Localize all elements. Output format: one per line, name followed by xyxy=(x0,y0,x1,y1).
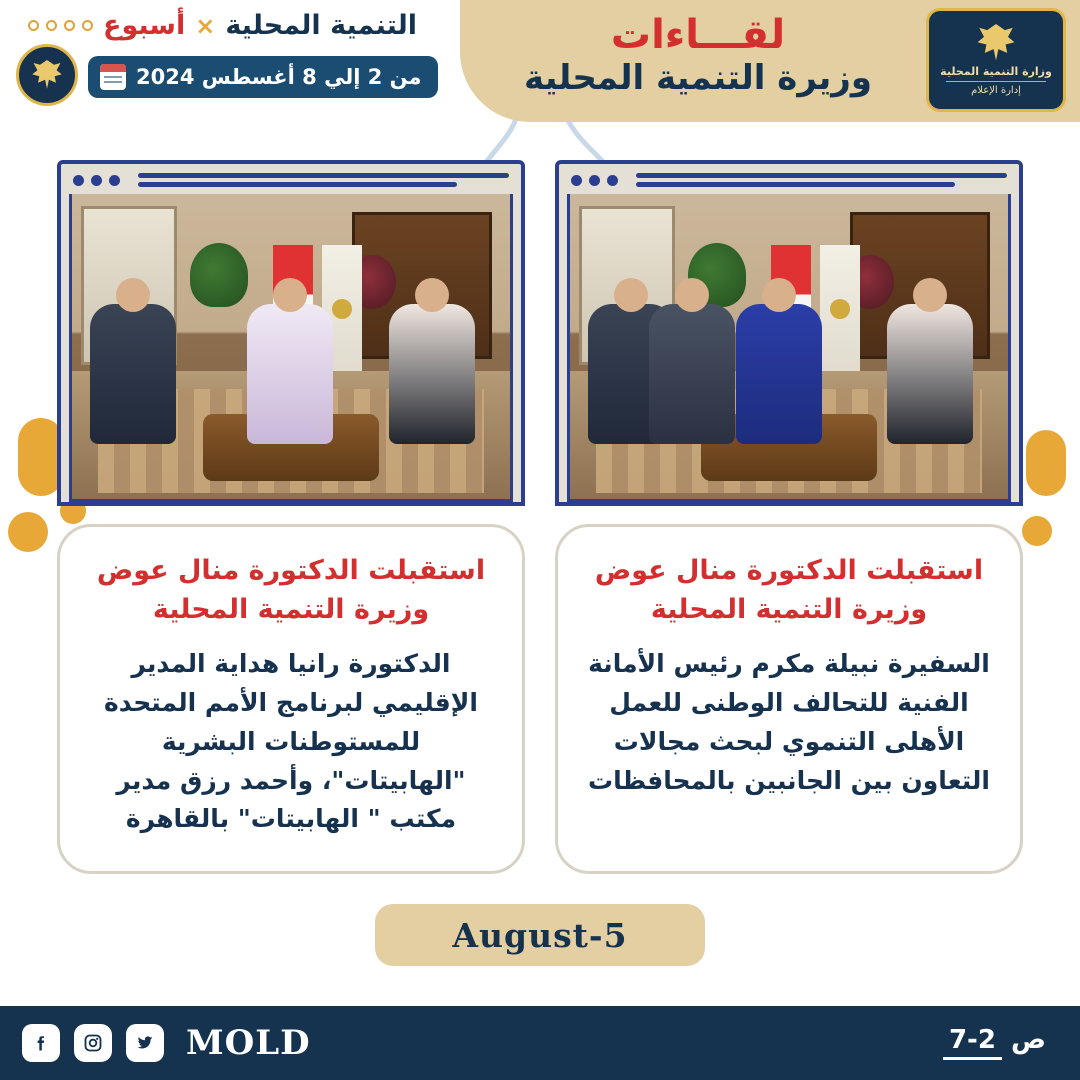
card-body: الدكتورة رانيا هداية المدير الإقليمي لبرنامج الأمم المتحدة للمستوطنات البشرية "الهابيتات"، وأحمد رزق مدير مكتب " الهابيتات" بالقاهرة xyxy=(104,649,478,834)
page-label: ص xyxy=(1011,1025,1046,1056)
date-range-badge xyxy=(88,56,438,98)
card-textbox xyxy=(57,524,525,874)
brand-name: MOLD xyxy=(186,1023,311,1063)
topline-text-primary: التنمية المحلية xyxy=(225,10,418,41)
page-footer xyxy=(0,1006,1080,1080)
facebook-icon[interactable] xyxy=(22,1024,60,1062)
news-card xyxy=(57,160,525,874)
decorative-dots xyxy=(28,20,93,31)
topline-text-secondary: أسبوع xyxy=(103,10,186,41)
date-banner xyxy=(375,904,705,966)
card-textbox xyxy=(555,524,1023,874)
twitter-icon[interactable] xyxy=(126,1024,164,1062)
logo-divider xyxy=(946,81,1047,82)
logo-department-name: إدارة الإعلام xyxy=(971,85,1021,96)
instagram-icon[interactable] xyxy=(74,1024,112,1062)
card-title: استقبلت الدكتورة منال عوض وزيرة التنمية المحلية xyxy=(594,555,984,626)
card-body: السفيرة نبيلة مكرم رئيس الأمانة الفنية للتحالف الوطنى للعمل الأهلى التنموي لبحث مجالات التعاون بين الجانبين بالمحافظات xyxy=(588,649,990,795)
browser-addressbar xyxy=(138,173,509,187)
calendar-icon xyxy=(100,64,126,90)
topline-separator: × xyxy=(195,11,216,40)
meeting-photo xyxy=(567,194,1011,502)
browser-dots-icon xyxy=(571,175,618,186)
eagle-emblem-icon xyxy=(976,24,1016,62)
date-banner-text: 5-August xyxy=(452,915,628,955)
ministry-logo-badge xyxy=(926,8,1066,112)
browser-frame xyxy=(555,160,1023,506)
page-number-value: 7-2 xyxy=(943,1026,1002,1060)
date-range-text: من 2 إلي 8 أغسطس 2024 xyxy=(136,65,422,89)
browser-toolbar xyxy=(567,170,1011,194)
browser-toolbar xyxy=(69,170,513,194)
header-topline xyxy=(28,10,417,41)
browser-frame xyxy=(57,160,525,506)
news-card xyxy=(555,160,1023,874)
page-number xyxy=(943,1026,1046,1060)
browser-addressbar xyxy=(636,173,1007,187)
meeting-photo xyxy=(69,194,513,502)
page-title-group xyxy=(488,14,908,97)
browser-dots-icon xyxy=(73,175,120,186)
ministry-seal-icon xyxy=(16,44,78,106)
logo-ministry-name: وزارة التنمية المحلية xyxy=(940,65,1052,78)
social-links xyxy=(22,1024,164,1062)
page-subtitle: وزيرة التنمية المحلية xyxy=(524,58,872,98)
page-title: لقـــاءات xyxy=(610,12,786,58)
page-header xyxy=(0,0,1080,130)
content-cards xyxy=(0,160,1080,874)
card-title: استقبلت الدكتورة منال عوض وزيرة التنمية المحلية xyxy=(96,555,486,626)
